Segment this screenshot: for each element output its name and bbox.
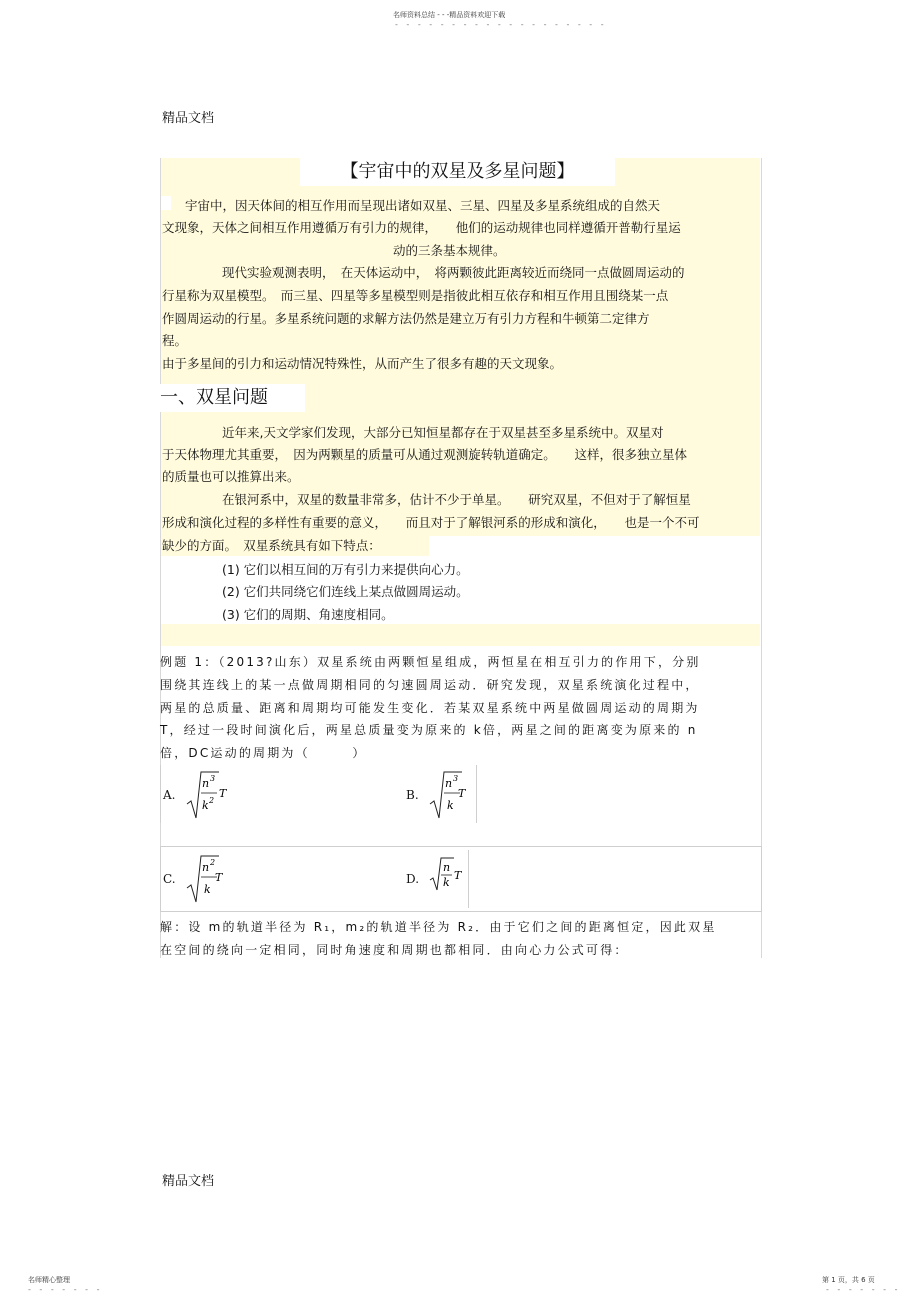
section-line-4: 在银河系中，双星的数量非常多，估计不少于单星。 研究双星，不但对于了解恒星: [222, 492, 691, 507]
option-a-label[interactable]: A.: [163, 788, 176, 802]
solution-line-1: 解：设 m的轨道半径为 R₁，m₂的轨道半径为 R₂．由于它们之间的距离恒定，因此双星: [160, 920, 717, 934]
feature-3: (3) 它们的周期、角速度相同。: [222, 607, 394, 622]
svg-text:T: T: [219, 787, 227, 800]
example-line-3: 两星的总质量、距离和周期均可能发生变化．若某双星系统中两星做圆周运动的周期为: [160, 701, 700, 715]
header-dots: - - - - - - - - - - - - - - - - - - -: [395, 20, 607, 29]
section-line-3: 的质量也可以推算出来。: [162, 469, 300, 484]
svg-text:n: n: [445, 777, 453, 790]
section-line-1: 近年来,天文学家们发现，大部分已知恒星都存在于双星甚至多星系统中。双星对: [222, 425, 664, 440]
white-marker: [161, 196, 171, 210]
intro-line-6: 作圆周运动的行星。多星系统问题的求解方法仍然是建立万有引力方程和牛顿第二定律方: [162, 311, 650, 326]
page-title: 【宇宙中的双星及多星问题】: [300, 158, 615, 186]
watermark-top: 精品文档: [162, 111, 215, 126]
option-row-2-divider: [468, 850, 470, 908]
option-d-label[interactable]: D.: [406, 872, 420, 886]
section-line-2: 于天体物理尤其重要， 因为两颗星的质量可从通过观测旋转轨道确定。 这样，很多独立星体: [162, 447, 688, 462]
svg-text:2: 2: [210, 858, 216, 867]
svg-text:n: n: [202, 861, 210, 874]
section-heading: 一、双星问题: [160, 384, 305, 412]
feature-2: (2) 它们共同绕它们连线上某点做圆周运动。: [222, 584, 469, 599]
option-b-label[interactable]: B.: [406, 788, 419, 802]
feature-1: (1) 它们以相互间的万有引力来提供向心力。: [222, 562, 469, 577]
section-line-5: 形成和演化过程的多样性有重要的意义， 而且对于了解银河系的形成和演化， 也是一个不可: [162, 515, 700, 530]
example-line-4: T，经过一段时间演化后，两星总质量变为原来的 k倍，两星之间的距离变为原来的 n: [160, 723, 698, 737]
footer-right-dots: - - - - - - -: [826, 1285, 901, 1294]
footer-left: 名师精心整理: [28, 1276, 70, 1284]
svg-text:k: k: [443, 876, 450, 889]
option-c-label[interactable]: C.: [163, 872, 176, 886]
svg-text:3: 3: [453, 774, 459, 783]
intro-line-3: 动的三条基本规律。: [393, 243, 506, 258]
solution-line-2: 在空间的绕向一定相同，同时角速度和周期也都相同．由向心力公式可得：: [160, 943, 629, 957]
intro-line-7: 程。: [162, 333, 188, 348]
intro-line-5: 行星称为双星模型。 而三星、四星等多星模型则是指彼此相互依存和相互作用且围绕某一点: [162, 288, 669, 303]
highlight-gap: [161, 624, 760, 646]
svg-text:k: k: [447, 799, 454, 812]
intro-line-8: 由于多星间的引力和运动情况特殊性，从而产生了很多有趣的天文现象。: [162, 356, 563, 371]
example-line-2: 围绕其连线上的某一点做周期相同的匀速圆周运动．研究发现，双星系统演化过程中，: [160, 678, 700, 692]
option-c-formula[interactable]: [185, 852, 230, 906]
example-line-1: 例题 1：（2013?山东）双星系统由两颗恒星组成，两恒星在相互引力的作用下，分别: [160, 655, 701, 669]
svg-text:k: k: [202, 799, 209, 812]
watermark-bottom: 精品文档: [162, 1174, 215, 1189]
option-a-formula[interactable]: [185, 768, 230, 822]
intro-line-1: 宇宙中，因天体间的相互作用而呈现出诸如双星、三星、四星及多星系统组成的自然天: [185, 198, 661, 213]
footer-left-dots: - - - - - - -: [28, 1285, 103, 1294]
example-line-5: 倍，DC运动的周期为（ ）: [160, 746, 367, 760]
svg-text:T: T: [458, 787, 466, 800]
header-text: 名师资料总结 - - -精品资料欢迎下载: [393, 11, 506, 19]
footer-page-number: 第 1 页，共 6 页: [822, 1276, 875, 1284]
option-d-formula[interactable]: [428, 852, 468, 906]
intro-line-4: 现代实验观测表明， 在天体运动中， 将两颗彼此距离较近而绕同一点做圆周运动的: [222, 265, 685, 280]
svg-text:3: 3: [210, 774, 216, 783]
svg-text:T: T: [215, 871, 223, 884]
option-row-1-divider: [476, 765, 478, 823]
highlight-heading-right: [305, 384, 760, 412]
svg-text:k: k: [204, 883, 211, 896]
svg-text:n: n: [443, 861, 451, 874]
intro-line-2: 文现象，天体之间相互作用遵循万有引力的规律， 他们的运动规律也同样遵循开普勒行星运: [162, 220, 681, 235]
option-b-formula[interactable]: [428, 768, 473, 822]
svg-text:T: T: [454, 869, 462, 882]
svg-text:n: n: [202, 777, 210, 790]
svg-text:2: 2: [209, 796, 215, 805]
section-line-6: 缺少的方面。 双星系统具有如下特点：: [162, 538, 381, 553]
